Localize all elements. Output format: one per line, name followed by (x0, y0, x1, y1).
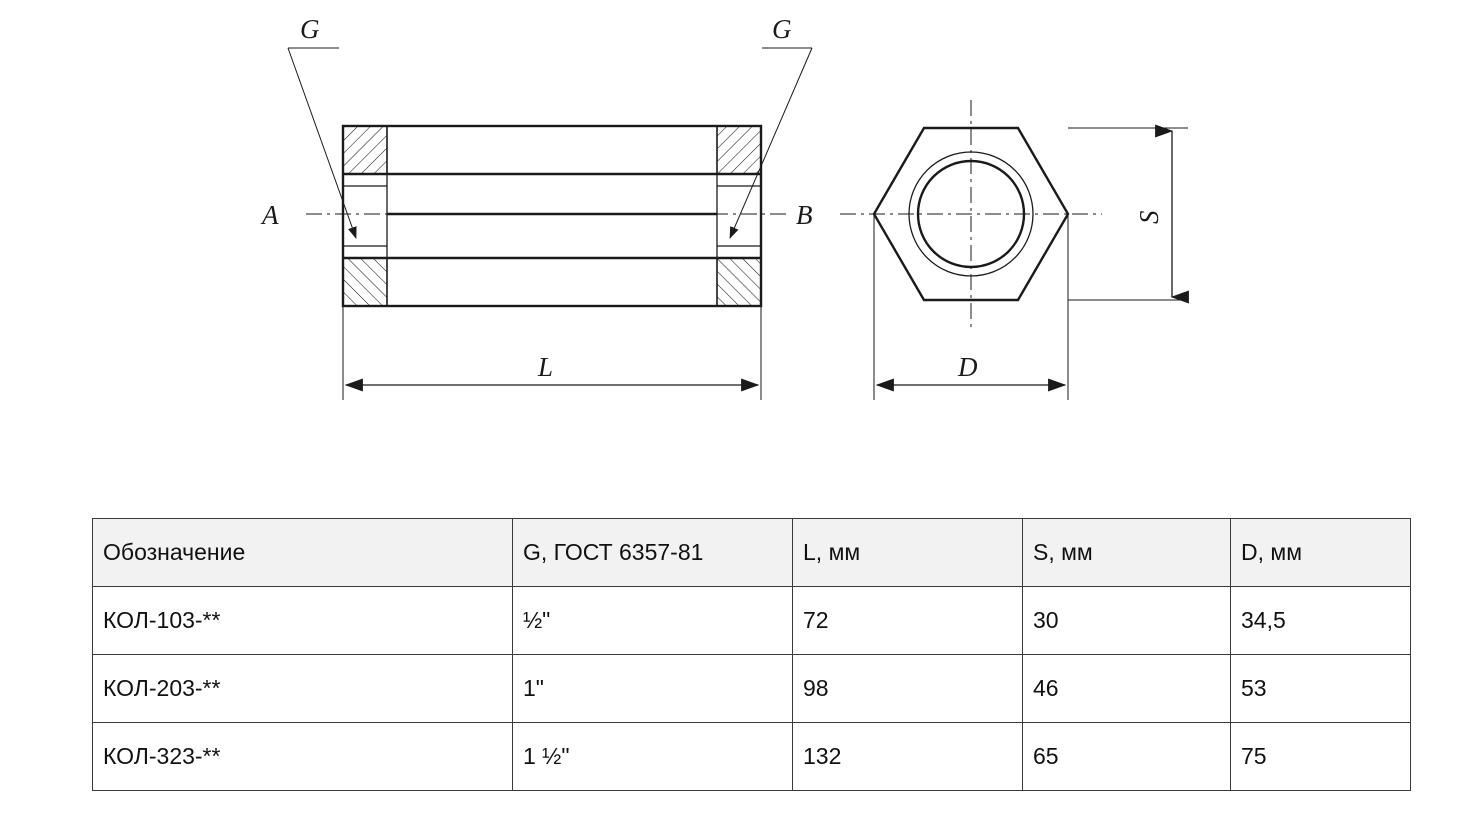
column-header-thread: G, ГОСТ 6357-81 (513, 519, 793, 587)
cell-across-flats: 46 (1023, 655, 1231, 723)
cell-thread: ½" (513, 587, 793, 655)
column-header-across-flats: S, мм (1023, 519, 1231, 587)
across-flats-dimension-label: S (1134, 210, 1164, 224)
cell-length: 72 (793, 587, 1023, 655)
length-dimension-label: L (538, 352, 554, 382)
thread-label-left: G (300, 14, 320, 44)
cell-designation: КОЛ-323-** (93, 723, 513, 791)
specification-table-container (92, 518, 1410, 791)
specification-table (92, 518, 1411, 791)
cell-designation: КОЛ-203-** (93, 655, 513, 723)
thread-label-right: G (772, 14, 792, 44)
table-header-row (93, 519, 1411, 587)
table-row (93, 655, 1411, 723)
cell-length: 98 (793, 655, 1023, 723)
section-label-a: A (262, 200, 279, 230)
section-label-b: B (796, 200, 813, 230)
column-header-length: L, мм (793, 519, 1023, 587)
column-header-across-corners: D, мм (1231, 519, 1411, 587)
cell-thread: 1" (513, 655, 793, 723)
cell-thread: 1 ½" (513, 723, 793, 791)
across-corners-dimension-label: D (958, 352, 978, 382)
cell-length: 132 (793, 723, 1023, 791)
cell-across-flats: 65 (1023, 723, 1231, 791)
cell-designation: КОЛ-103-** (93, 587, 513, 655)
cell-across-corners: 53 (1231, 655, 1411, 723)
table-row (93, 723, 1411, 791)
cell-across-corners: 34,5 (1231, 587, 1411, 655)
table-row (93, 587, 1411, 655)
cell-across-corners: 75 (1231, 723, 1411, 791)
column-header-designation: Обозначение (93, 519, 513, 587)
cell-across-flats: 30 (1023, 587, 1231, 655)
